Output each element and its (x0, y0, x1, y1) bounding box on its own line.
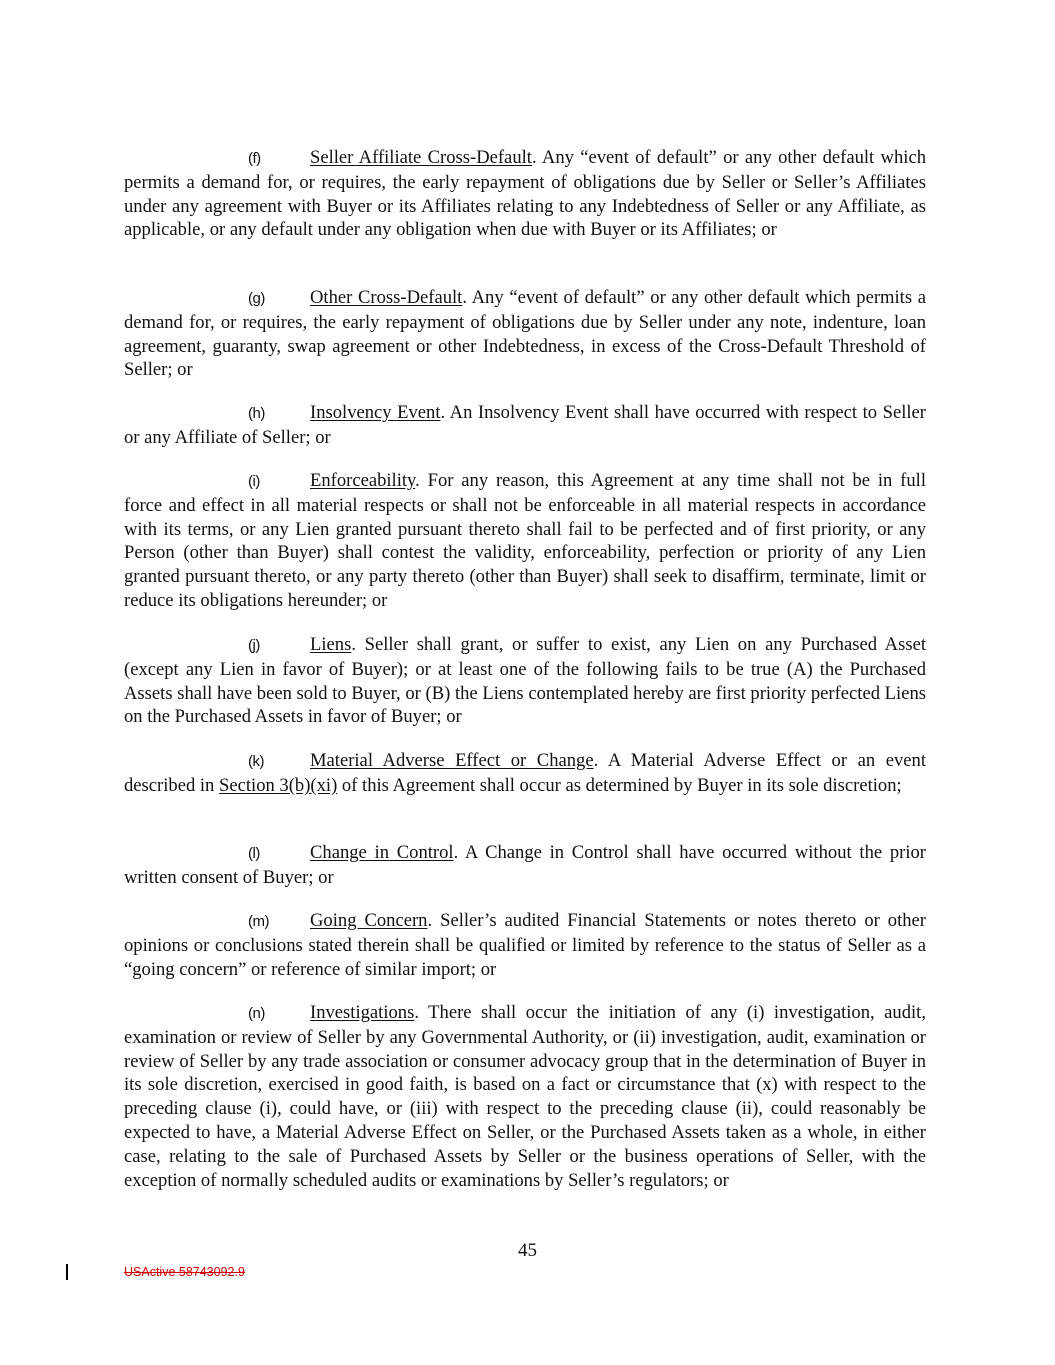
clause-heading: Change in Control (310, 842, 454, 863)
clause-text: . A Material Adverse Effect or an event described in (124, 750, 926, 796)
document-id: USActive 58743092.9 (124, 1265, 245, 1279)
clause-letter: (n) (248, 1005, 265, 1022)
paragraph-f (124, 146, 926, 242)
clause-text: . An Insolvency Event shall have occurred with respect to Seller or any Affiliate of Seller; or (124, 402, 926, 448)
clause-letter: (l) (248, 845, 260, 862)
paragraph-i (124, 469, 926, 613)
paragraph-g (124, 286, 926, 382)
clause-letter: (f) (248, 150, 261, 167)
clause-heading: Liens (310, 634, 352, 655)
clause-letter: (k) (248, 753, 264, 770)
clause-text: . A Change in Control shall have occurred without the prior written consent of Buyer; or (124, 842, 926, 888)
clause-text: . For any reason, this Agreement at any time shall not be in full force and effect in all material respects or shall not be enforceable in all material respects in accordance with its terms, or any Lien granted pursuant thereto shall fail to be perfected and of first priority, or any Person (other than Buyer) shall contest the validity, enforceability, perfection or priority of any Lien granted pursuant thereto, or any party thereto (other than Buyer) shall seek to disaffirm, terminate, limit or reduce its obligations hereunder; or (124, 470, 926, 611)
paragraph-k (124, 749, 926, 798)
paragraph-n (124, 1001, 926, 1192)
clause-letter: (m) (248, 913, 269, 930)
page-number: 45 (518, 1240, 537, 1261)
clause-letter: (g) (248, 290, 265, 307)
clause-heading: Material Adverse Effect or Change (310, 750, 594, 771)
paragraph-j (124, 633, 926, 729)
clause-letter: (i) (248, 473, 260, 490)
clause-heading: Investigations (310, 1002, 415, 1023)
clause-heading: Other Cross-Default (310, 287, 463, 308)
section-reference-link[interactable]: Section 3(b)(xi) (219, 774, 338, 796)
revision-bar (66, 1264, 68, 1280)
clause-text: . Seller’s audited Financial Statements or notes thereto or other opinions or conclusions stated therein shall be qualified or limited by reference to the status of Seller as a “going concern” or reference of similar import; or (124, 910, 927, 980)
clause-text: . Any “event of default” or any other default which permits a demand for, or requires, the early repayment of obligations due by Seller or Seller’s Affiliates under any agreement with Buyer or its Affiliates relating to any Indebtedness of Seller or any Affiliate, as applicable, or any default under any obligation when due with Buyer or its Affiliates; or (124, 147, 926, 241)
clause-heading: Going Concern (310, 910, 428, 931)
clause-text: . There shall occur the initiation of any (i) investigation, audit, examination or review of Seller by any Governmental Authority, or (ii) investigation, audit, examination or review of Seller by any trade association or consumer advocacy group that in the determination of Buyer in its sole discretion, exercised in good faith, is based on a fact or circumstance that (x) with respect to the preceding clause (i), could have, or (iii) with respect to the preceding clause (ii), could reasonably be expected to have, a Material Adverse Effect on Seller, or the Purchased Assets taken as a whole, in either case, relating to the sale of Purchased Assets by Seller or the business operations of Seller, with the exception of normally scheduled audits or examinations by Seller’s regulators; or (124, 1002, 926, 1191)
clause-text: . Seller shall grant, or suffer to exist, any Lien on any Purchased Asset (except any Lien in favor of Buyer); or at least one of the following fails to be true (A) the Purchased Assets shall have been sold to Buyer, or (B) the Liens contemplated hereby are first priority perfected Liens on the Purchased Assets in favor of Buyer; or (124, 634, 926, 728)
paragraph-l (124, 841, 926, 890)
clause-heading: Seller Affiliate Cross-Default (310, 147, 532, 168)
paragraph-m (124, 909, 926, 981)
clause-letter: (h) (248, 405, 265, 422)
clause-letter: (j) (248, 637, 260, 654)
paragraph-h (124, 401, 926, 450)
clause-heading: Insolvency Event (310, 402, 441, 423)
clause-text: . Any “event of default” or any other default which permits a demand for, or requires, the early repayment of obligations due by Seller under any note, indenture, loan agreement, guaranty, swap agreement or other Indebtedness, in excess of the Cross-Default Threshold of Seller; or (124, 287, 926, 381)
clause-heading: Enforceability (310, 470, 416, 491)
clause-text: of this Agreement shall occur as determined by Buyer in its sole discretion; (337, 774, 902, 796)
